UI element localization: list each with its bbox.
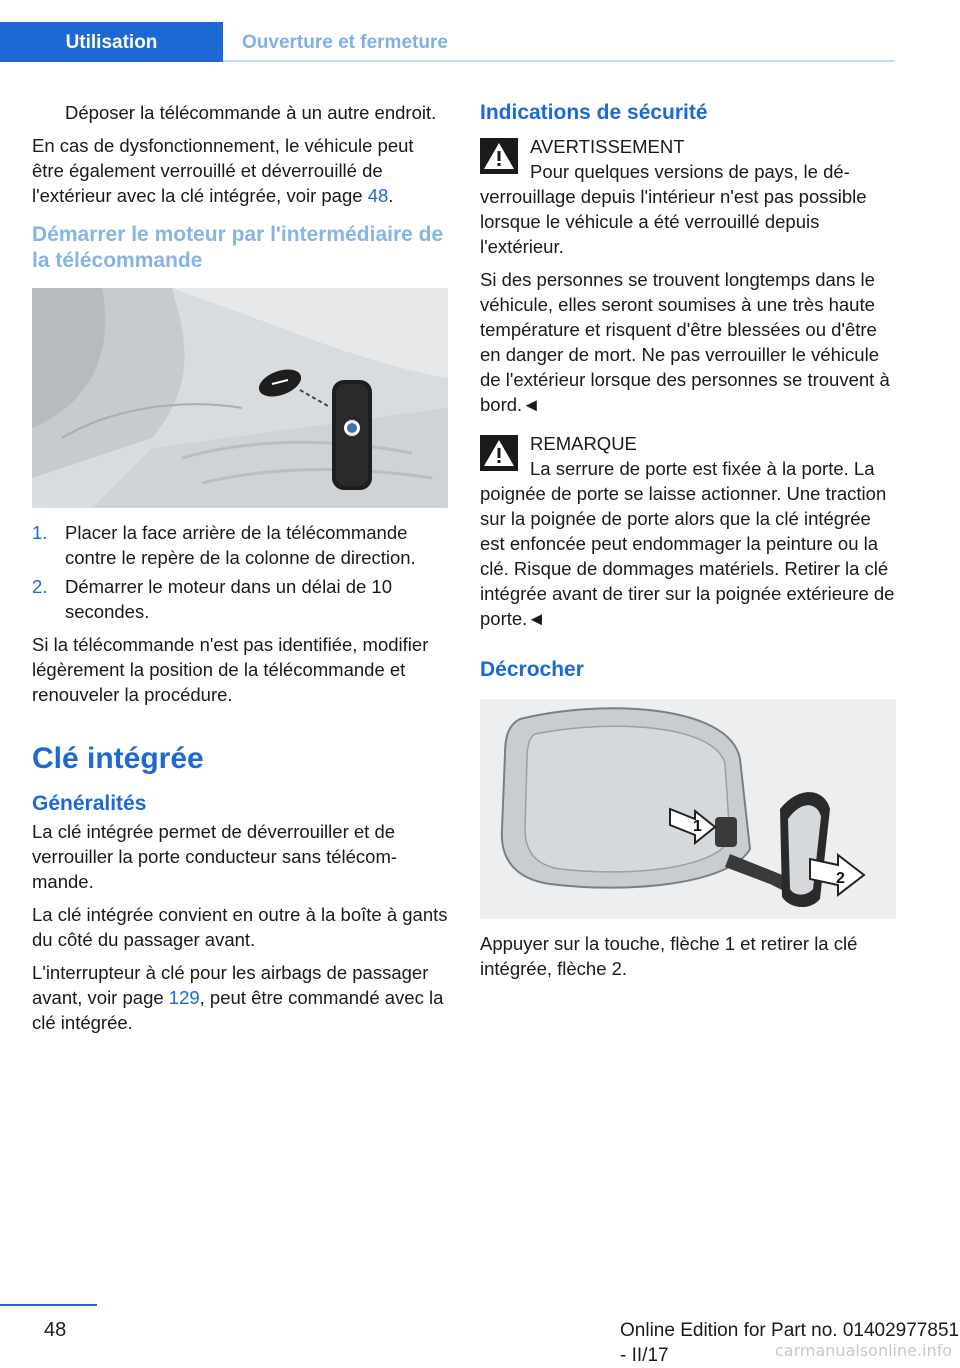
watermark: carmanualsonline.info xyxy=(775,1341,953,1360)
header-bar xyxy=(0,0,895,62)
list-item xyxy=(32,520,448,570)
key-release-illustration xyxy=(480,699,896,919)
dysfunction-paragraph xyxy=(32,133,448,208)
dysfunction-text: En cas de dysfonctionnement, le véhicule peut être également verrouillé et déverrouillé de l'extérieur avec la clé intégrée, voir page xyxy=(32,135,414,206)
warning-text-2: Si des personnes se trouvent longtemps dans le véhicule, elles seront soumises à une très haute température et risquent d'être blessées ou d'être en danger de mort. Ne pas verrouiller le véhicule de l'extérieur lorsque des personnes se trouvent à bord.◄ xyxy=(480,269,890,415)
remark-block xyxy=(480,431,896,631)
key-release-figure xyxy=(480,699,896,919)
page-link-48[interactable]: 48 xyxy=(367,185,389,206)
start-steps-list xyxy=(32,520,448,624)
steering-column-illustration xyxy=(32,288,448,508)
decrocher-heading: Décrocher xyxy=(480,658,584,681)
generalites-p3-a: L'interrupteur à clé pour les airbags de passager avant, voir page xyxy=(32,962,429,1008)
page-link-129[interactable]: 129 xyxy=(168,987,200,1008)
arrow-2-label: 2 xyxy=(836,870,845,887)
not-identified-text: Si la télécommande n'est pas identifiée, modifier légèrement la position de la télécommande et renouveler la procédure. xyxy=(32,634,429,705)
right-column xyxy=(480,100,896,989)
tab-utilisation[interactable]: Utilisation xyxy=(0,22,223,62)
start-engine-heading: Démarrer le moteur par l'intermédiaire de la télécommande xyxy=(32,223,444,272)
generalites-p3-b: , peut être commandé avec la clé intégrée. xyxy=(32,987,444,1033)
steering-column-figure xyxy=(32,288,448,508)
generalites-p2: La clé intégrée convient en outre à la boîte à gants du côté du passager avant. xyxy=(32,904,448,950)
step-number: 2. xyxy=(32,576,48,597)
warning-block xyxy=(480,134,896,259)
generalites-p1: La clé intégrée permet de déverrouiller et de verrouiller la porte conducteur sans télécommande. xyxy=(32,821,398,892)
footer-rule xyxy=(0,1304,97,1306)
remark-triangle-icon xyxy=(480,435,518,471)
warning-title: AVERTISSEMENT xyxy=(530,136,685,157)
warning-triangle-icon xyxy=(480,138,518,174)
safety-heading: Indications de sécurité xyxy=(480,101,708,124)
intro-text: Déposer la télécommande à un autre endroit. xyxy=(65,102,437,123)
generalites-p3 xyxy=(32,960,448,1035)
arrow-1-label: 1 xyxy=(693,818,702,835)
step-text: Démarrer le moteur dans un délai de 10 secondes. xyxy=(65,576,393,622)
edition-text: Online Edition for Part no. 01402977851 - II/17 xyxy=(620,1320,960,1366)
list-item xyxy=(32,574,448,624)
tab-ouverture-fermeture[interactable]: Ouverture et fermeture xyxy=(242,31,448,53)
page-number: 48 xyxy=(44,1319,67,1341)
header-rule xyxy=(223,60,895,62)
integrated-key-heading: Clé intégrée xyxy=(32,742,204,775)
dysfunction-end: . xyxy=(388,185,394,206)
decrocher-text: Appuyer sur la touche, flèche 1 et retirer la clé intégrée, flèche 2. xyxy=(480,933,858,979)
remark-text: La serrure de porte est fixée à la porte. La poignée de porte se laisse actionner. Une traction sur la poignée de porte alors que la clé intégrée est enfoncée peut endommager la peinture ou la clé. Risque de dommages matériels. Retirer la clé intégrée avant de tirer sur la poignée extérieure de porte.◄ xyxy=(480,458,895,629)
remark-title: REMARQUE xyxy=(530,433,637,454)
generalites-heading: Généralités xyxy=(32,792,147,815)
left-column xyxy=(32,100,448,1043)
step-text: Placer la face arrière de la télécommande contre le repère de la colonne de direction. xyxy=(65,522,416,568)
step-number: 1. xyxy=(32,522,48,543)
warning-text: Pour quelques versions de pays, le déverrouillage depuis l'intérieur n'est pas possible lorsque le véhicule a été verrouillé depuis l'extérieur. xyxy=(480,161,867,257)
